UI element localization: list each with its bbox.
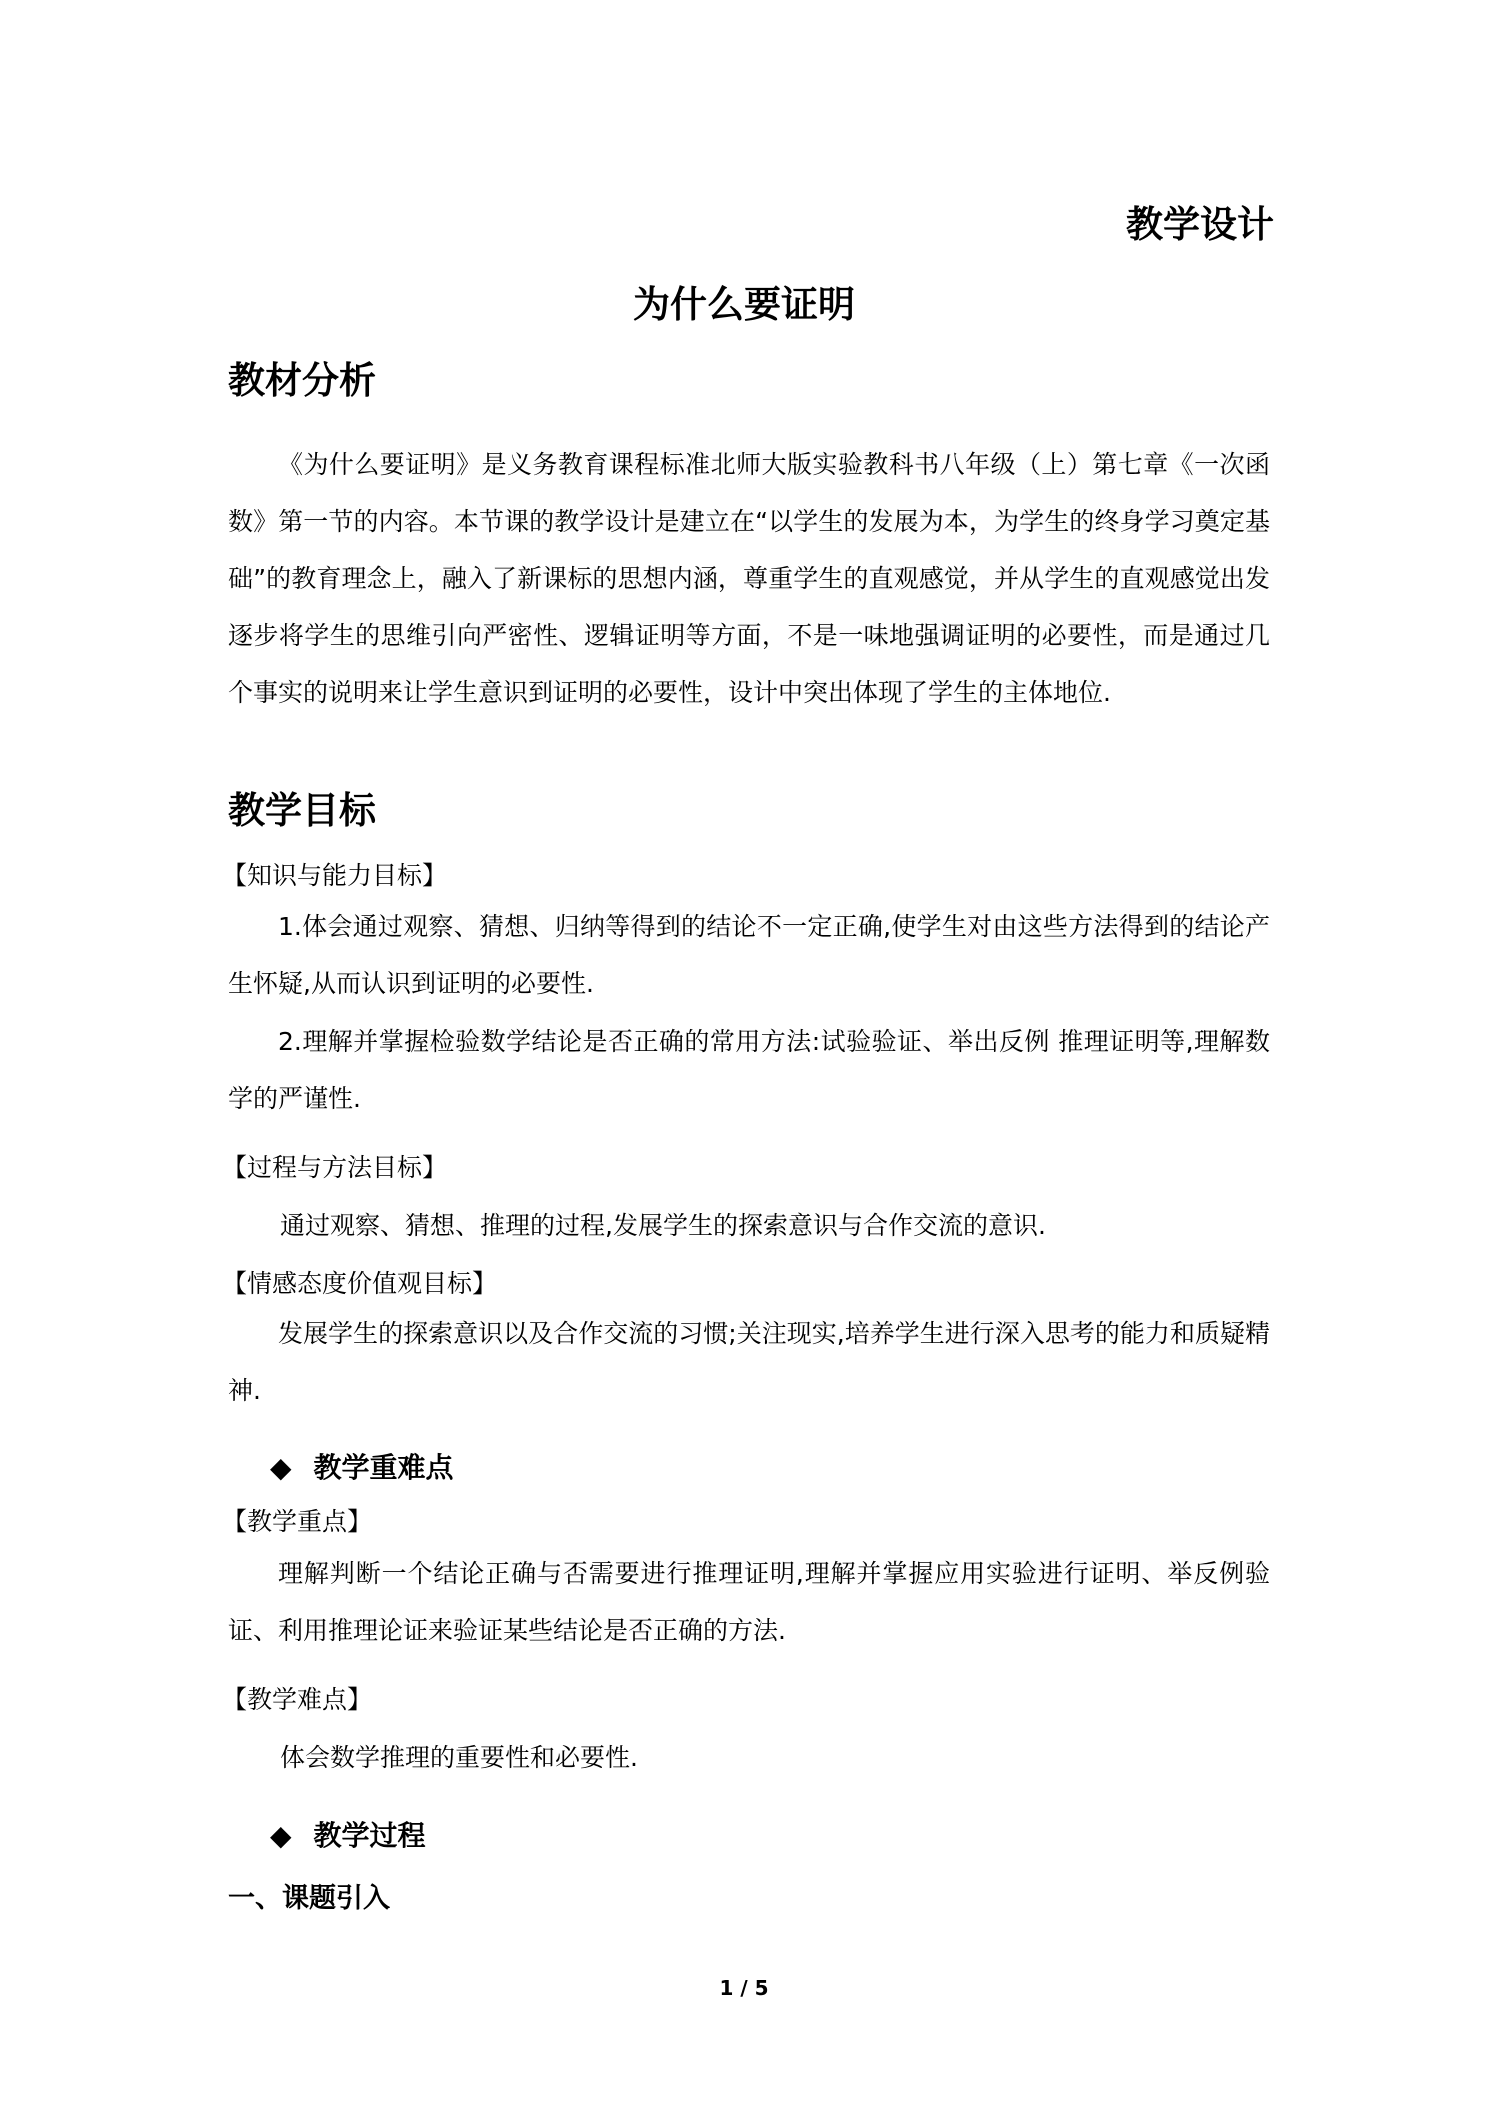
paragraph-knowledge-goal-2: 2.理解并掌握检验数学结论是否正确的常用方法:试验验证、举出反例 推理证明等,理解数学的严谨性.	[228, 1027, 1270, 1113]
paragraph-process-goals: 通过观察、猜想、推理的过程,发展学生的探索意识与合作交流的意识.	[280, 1211, 1046, 1240]
paragraph-key-points: 理解判断一个结论正确与否需要进行推理证明,理解并掌握应用实验进行证明、举反例验证、利用推理论证来验证某些结论是否正确的方法.	[228, 1559, 1270, 1645]
paragraph-difficult-points: 体会数学推理的重要性和必要性.	[280, 1743, 638, 1772]
heading-teaching-process	[270, 1814, 426, 1854]
label-difficult-points: 【教学难点】	[222, 1685, 373, 1714]
heading-topic-introduction: 一、课题引入	[228, 1883, 390, 1914]
heading-teaching-goals: 教学目标	[228, 789, 376, 832]
label-knowledge-goals: 【知识与能力目标】	[222, 861, 448, 890]
label-key-points: 【教学重点】	[222, 1507, 373, 1536]
document-title: 为什么要证明	[633, 283, 855, 326]
paragraph-emotion-goals: 发展学生的探索意识以及合作交流的习惯;关注现实,培养学生进行深入思考的能力和质疑精神.	[228, 1319, 1270, 1405]
heading-key-difficult-points	[270, 1446, 454, 1486]
page-number: 1 / 5	[719, 1976, 769, 2000]
label-process-goals: 【过程与方法目标】	[222, 1153, 448, 1182]
heading-key-difficult-points-text: 教学重难点	[313, 1451, 454, 1484]
heading-teaching-process-text: 教学过程	[313, 1819, 426, 1852]
label-emotion-goals: 【情感态度价值观目标】	[222, 1269, 498, 1298]
paragraph-knowledge-goal-1: 1.体会通过观察、猜想、归纳等得到的结论不一定正确,使学生对由这些方法得到的结论产生怀疑,从而认识到证明的必要性.	[228, 912, 1270, 998]
heading-textbook-analysis: 教材分析	[228, 359, 376, 402]
diamond-bullet-icon: ◆	[270, 1819, 292, 1852]
diamond-bullet-icon: ◆	[270, 1451, 292, 1484]
paragraph-textbook-analysis: 《为什么要证明》是义务教育课程标准北师大版实验教科书八年级（上）第七章《一次函数》第一节的内容。本节课的教学设计是建立在“以学生的发展为本，为学生的终身学习奠定基础”的教育理念上，融入了新课标的思想内涵，尊重学生的直观感觉，并从学生的直观感觉出发逐步将学生的思维引向严密性、逻辑证明等方面，不是一味地强调证明的必要性，而是通过几个事实的说明来让学生意识到证明的必要性，设计中突出体现了学生的主体地位.	[228, 450, 1270, 707]
document-type-label: 教学设计	[1126, 203, 1274, 246]
